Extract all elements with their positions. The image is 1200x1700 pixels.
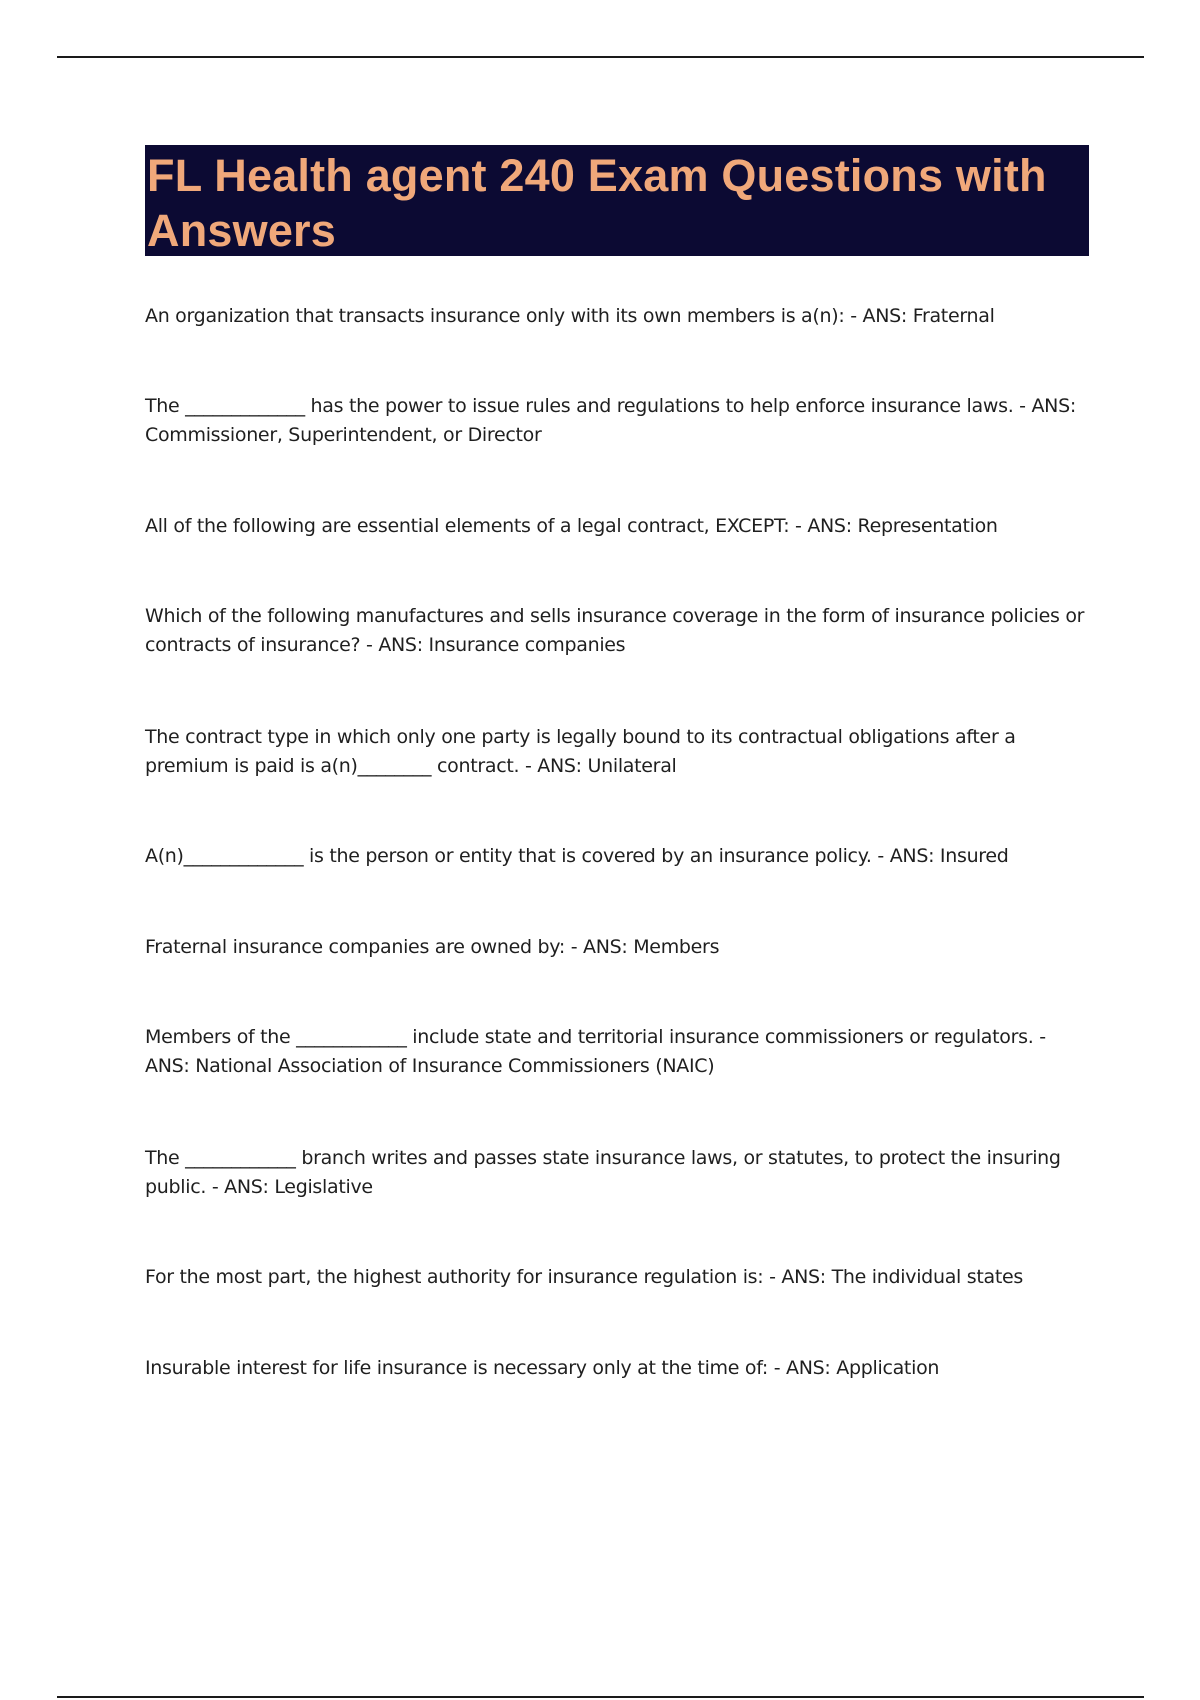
qa-item-2: The _____________ has the power to issue rules and regulations to help enforce insurance laws. - ANS: Commissioner, Superintendent, or Director [145, 395, 1076, 446]
qa-item-5: The contract type in which only one party is legally bound to its contractual obligations after a premium is paid is a(n)________ contract. - ANS: Unilateral [145, 726, 1016, 777]
bottom-rule [57, 1696, 1144, 1698]
qa-item-8: Members of the ____________ include state and territorial insurance commissioners or regulators. - ANS: National Association of Insurance Commissioners (NAIC) [145, 1026, 1046, 1077]
qa-item-10: For the most part, the highest authority for insurance regulation is: - ANS: The individual states [145, 1266, 1023, 1288]
document-title: FL Health agent 240 Exam Questions with Answers [147, 150, 1047, 256]
qa-item-11: Insurable interest for life insurance is necessary only at the time of: - ANS: Application [145, 1357, 940, 1379]
qa-item-6: A(n)_____________ is the person or entity that is covered by an insurance policy. - ANS: Insured [145, 845, 1009, 867]
qa-item-9: The ____________ branch writes and passes state insurance laws, or statutes, to protect the insuring public. - ANS: Legislative [145, 1147, 1061, 1198]
qa-item-1: An organization that transacts insurance only with its own members is a(n): - ANS: Fraternal [145, 305, 995, 327]
qa-item-3: All of the following are essential elements of a legal contract, EXCEPT: - ANS: Representation [145, 515, 998, 537]
top-rule [57, 56, 1144, 58]
qa-item-7: Fraternal insurance companies are owned by: - ANS: Members [145, 936, 720, 958]
document-body [145, 145, 1089, 1379]
qa-item-4: Which of the following manufactures and sells insurance coverage in the form of insurance policies or contracts of insurance? - ANS: Insurance companies [145, 605, 1085, 656]
title-banner [145, 145, 1089, 256]
